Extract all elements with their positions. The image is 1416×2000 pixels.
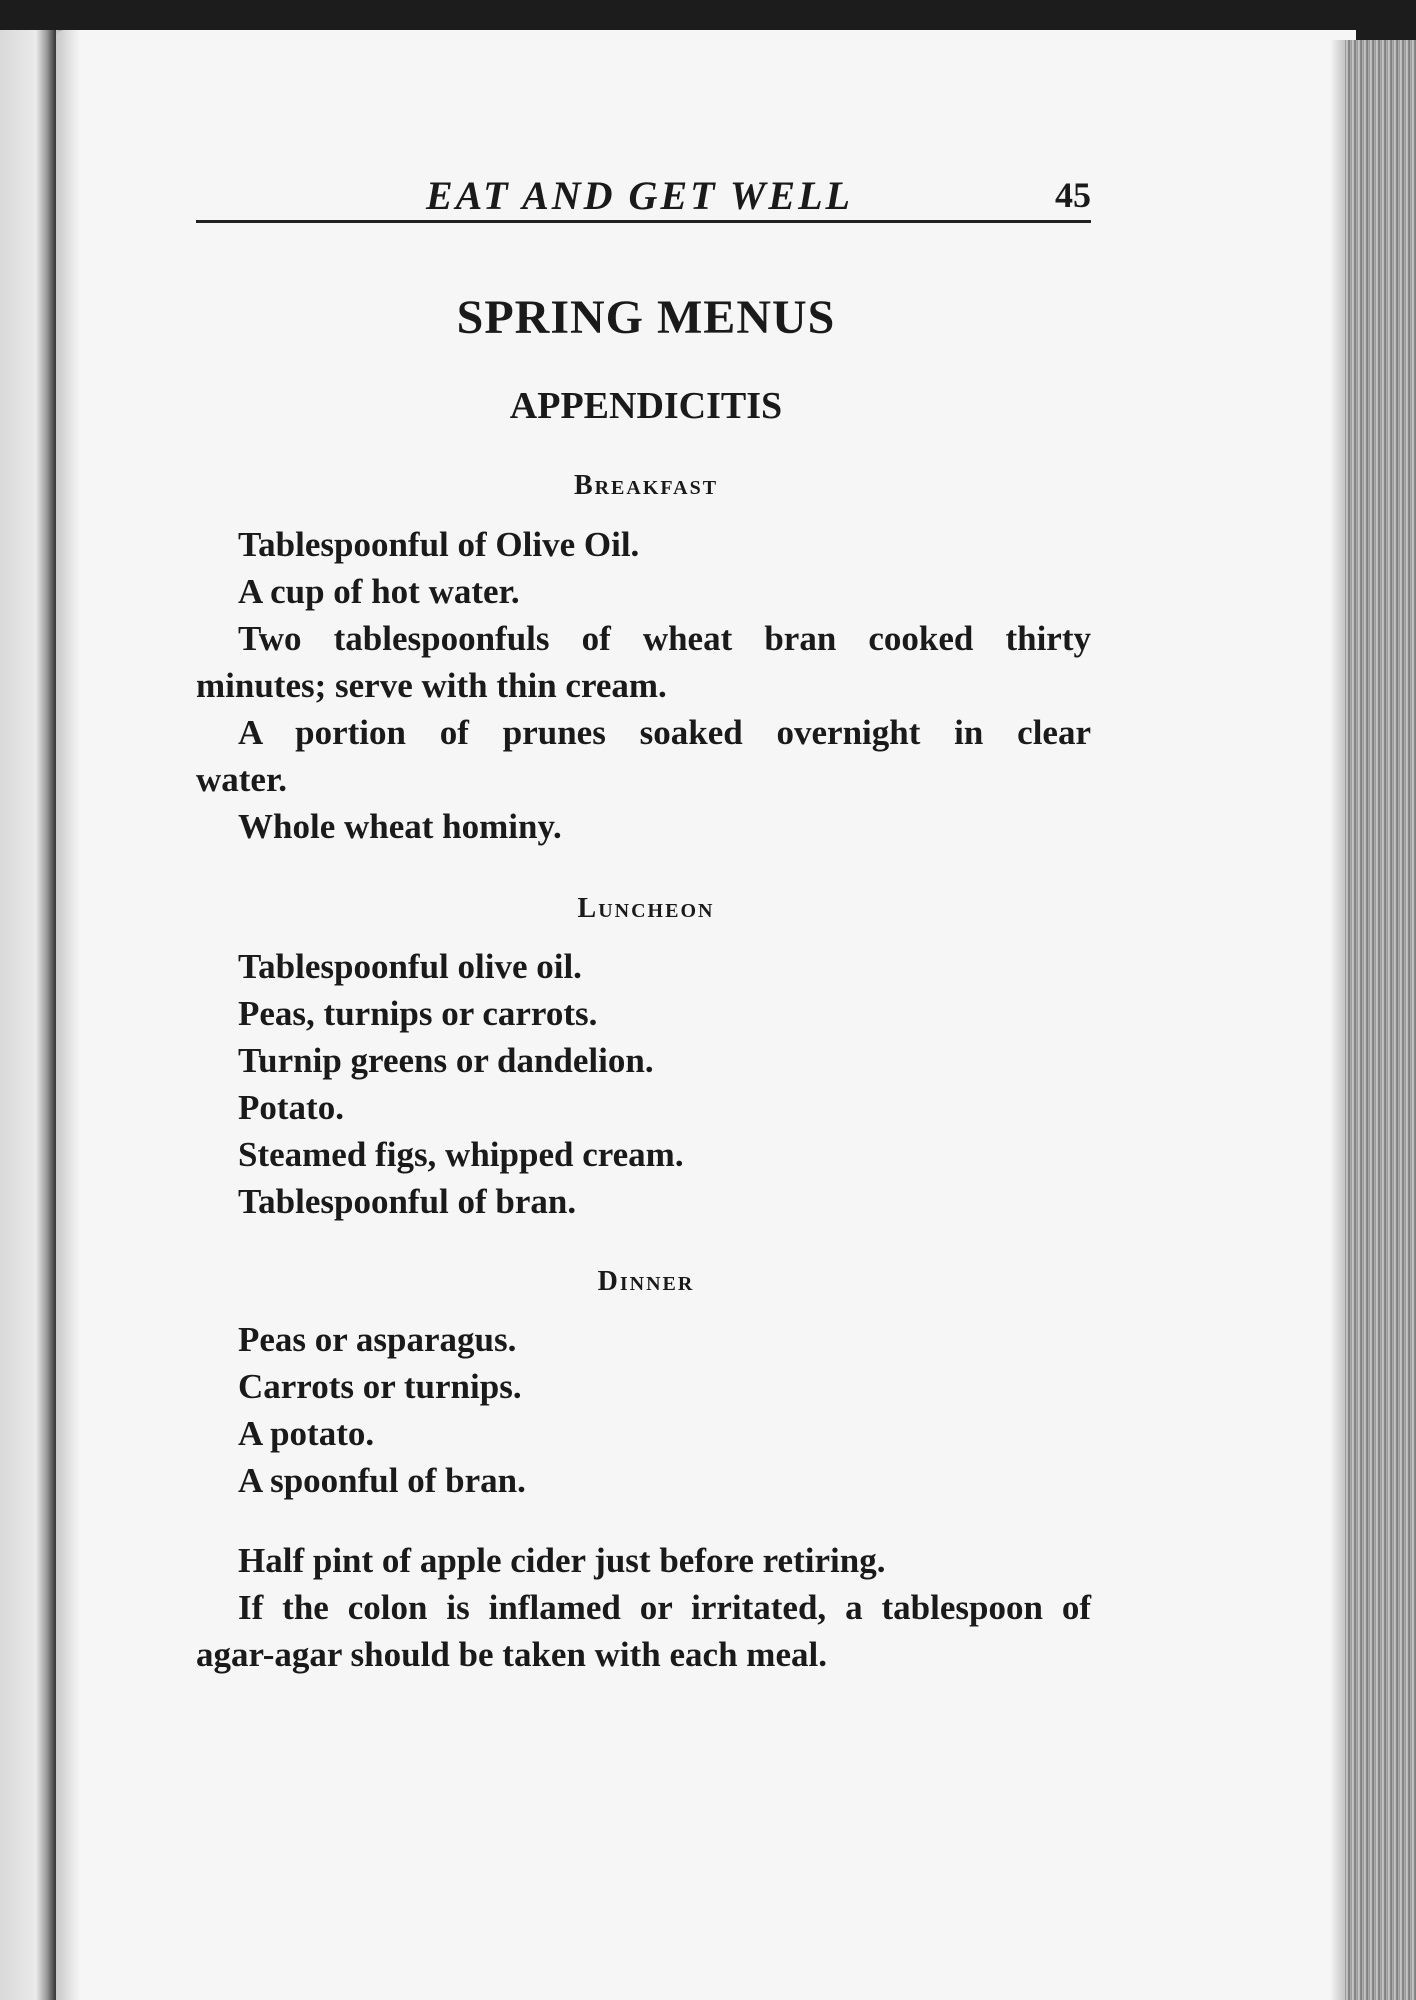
- breakfast-line: A cup of hot water.: [238, 572, 520, 611]
- dinner-heading: Dinner: [597, 1266, 695, 1297]
- note-line: agar-agar should be taken with each meal.: [196, 1635, 827, 1674]
- note-line: If the colon is inflamed or irritated, a tablespoon of: [238, 1588, 1091, 1627]
- page-gutter-shadow: [56, 30, 80, 2000]
- breakfast-line: Tablespoonful of Olive Oil.: [238, 525, 640, 564]
- luncheon-heading: Luncheon: [577, 893, 715, 924]
- dinner-line: Carrots or turnips.: [238, 1367, 522, 1406]
- luncheon-line: Tablespoonful olive oil.: [238, 947, 582, 986]
- breakfast-line: Whole wheat hominy.: [238, 807, 562, 846]
- breakfast-line: minutes; serve with thin cream.: [196, 666, 667, 705]
- dinner-line: A spoonful of bran.: [238, 1461, 526, 1500]
- book-left-edge: [0, 30, 60, 2000]
- breakfast-line: A portion of prunes soaked overnight in clear: [238, 713, 1091, 752]
- luncheon-line: Steamed figs, whipped cream.: [238, 1135, 684, 1174]
- section-title: SPRING MENUS: [456, 291, 836, 344]
- breakfast-line: Two tablespoonfuls of wheat bran cooked thirty: [238, 619, 1091, 658]
- breakfast-heading: Breakfast: [573, 470, 719, 501]
- breakfast-line: water.: [196, 760, 288, 799]
- section-subtitle: APPENDICITIS: [509, 385, 783, 427]
- luncheon-line: Peas, turnips or carrots.: [238, 994, 598, 1033]
- running-title: EAT AND GET WELL: [426, 173, 853, 218]
- note-line: Half pint of apple cider just before retiring.: [238, 1541, 886, 1580]
- running-head: [196, 160, 1091, 223]
- luncheon-line: Tablespoonful of bran.: [238, 1182, 577, 1221]
- luncheon-line: Potato.: [238, 1088, 344, 1127]
- page-stack-edge: [1345, 40, 1416, 2000]
- dinner-line: Peas or asparagus.: [238, 1320, 517, 1359]
- dinner-line: A potato.: [238, 1414, 375, 1453]
- luncheon-line: Turnip greens or dandelion.: [238, 1041, 654, 1080]
- page-number: 45: [1055, 175, 1091, 215]
